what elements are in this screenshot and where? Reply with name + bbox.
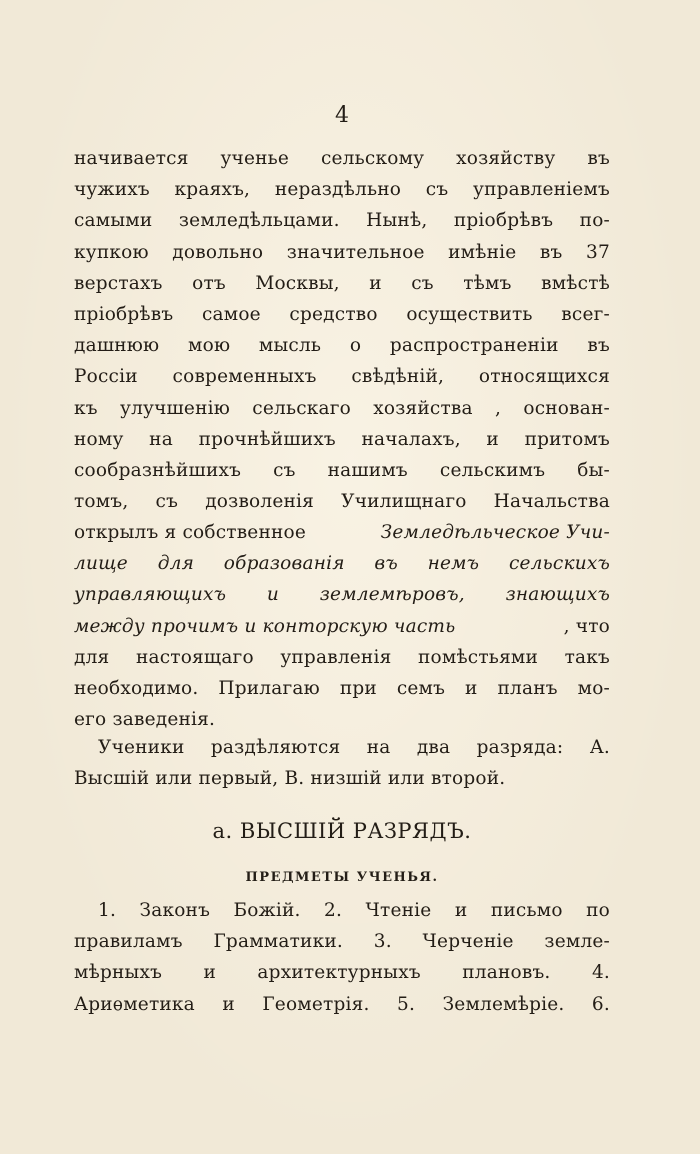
text-line [74,210,610,241]
word: ученье [220,148,290,169]
text-segment-italic: между прочимъ и конторскую часть [74,615,456,637]
text-line [74,335,610,366]
text-line [74,737,610,768]
word: нашимъ [327,459,408,481]
word: самое [201,303,261,325]
word: тѣмъ [463,272,512,294]
text-segment: открылъ я собственное [74,522,306,543]
word: Москвы, [255,272,340,294]
text-line [74,962,610,993]
word: свѣдѣній, [351,366,445,388]
text-line [74,179,610,210]
word: довольно [172,241,264,263]
text-line [74,709,610,740]
word: , [495,397,502,419]
word: съ [425,179,449,201]
text-line [74,242,610,273]
word: вмѣстѣ [541,272,610,294]
word: прочнѣйшихъ [198,428,336,450]
section-heading: а. ВЫСШІЙ РАЗРЯДЪ. [212,819,472,843]
word: дашнюю [74,335,160,357]
word: Училищнаго [341,491,467,513]
word: мысль [258,335,322,357]
word: сельскаго [252,397,352,419]
text-line [74,273,610,304]
word: и [486,428,499,450]
word: начивается [74,148,189,169]
word: 37 [586,241,610,263]
text-line [74,460,610,491]
word: купкою [74,241,149,263]
text-line [74,768,610,799]
word: пріобрѣвъ [74,303,174,325]
word: о [349,335,362,357]
word: хозяйства [373,397,473,419]
word: сообразнѣйшихъ [74,459,242,481]
word: въ [587,335,610,357]
word: улучшенію [119,397,231,419]
word: всег- [561,303,610,325]
word: краяхъ, [174,179,251,201]
word: дозволенія [205,491,315,513]
text-line [74,304,610,335]
text-line [74,616,610,647]
text-line [74,647,610,678]
text-segment-italic: управляющихъ и землемѣровъ, знающихъ [74,584,610,606]
section-subheading: ПРЕДМЕТЫ УЧЕНЬЯ. [245,870,439,885]
text-line [74,584,610,615]
text-line [74,678,610,709]
word: Начальства [493,491,610,513]
word: верстахъ [74,272,163,294]
word: началахъ, [361,428,461,450]
word: и [369,272,382,294]
word: къ [74,397,98,419]
text-line [74,398,610,429]
text-segment-italic: Земледѣльческое Учи- [380,522,610,543]
word: земледѣльцами. [178,210,340,232]
word: бы- [577,459,610,481]
word: пріобрѣвъ [453,210,554,232]
text-segment: Ученики раздѣляются на два разряда: А. [98,737,610,758]
text-segment: Ариѳметика и Геометрія. 5. Землемѣріе. 6. [74,993,610,1015]
text-line [74,900,610,931]
word: распространеніи [389,335,559,357]
word: относящихся [478,366,610,388]
word: имѣніе [448,241,517,263]
word: по- [579,210,610,232]
word: самыми [74,210,153,232]
word: управленіемъ [472,179,610,201]
word: Россіи [74,366,138,388]
page-number: 4 [335,103,349,128]
word: осуществить [406,303,533,325]
word: мою [188,335,231,357]
word: сельскому [320,148,425,169]
text-segment: , что [563,615,610,637]
text-segment: 1. Законъ Божій. 2. Чтеніе и письмо по [98,900,610,921]
word: съ [411,272,434,294]
word: сельскимъ [439,459,546,481]
word: нераздѣльно [274,179,402,201]
word: съ [273,459,296,481]
paragraph-main-continued [74,522,610,740]
word: томъ, [74,491,129,513]
text-line [74,994,610,1025]
paragraph-main [74,148,610,522]
text-line [74,491,610,522]
text-segment: Высшій или первый, В. низшій или второй. [74,768,506,790]
word: притомъ [524,428,610,450]
text-segment: для настоящаго управленія помѣстьями такъ [74,646,610,668]
word: отъ [192,272,226,294]
text-line [74,931,610,962]
text-segment: его заведенія. [74,709,216,731]
word: съ [155,491,179,513]
word: на [149,428,173,450]
paragraph-subjects [74,900,610,1025]
word: въ [539,241,563,263]
paragraph-classes [74,737,610,799]
text-segment-italic: лище для образованія въ немъ сельскихъ [74,553,610,575]
text-line [74,553,610,584]
text-line [74,366,610,397]
word: въ [587,148,610,169]
text-segment: необходимо. Прилагаю при семъ и планъ мо- [74,677,610,699]
text-line [74,148,610,179]
word: ному [74,428,124,450]
word: основан- [523,397,610,419]
word: хозяйству [456,148,556,169]
text-line [74,522,610,553]
word: чужихъ [74,179,150,201]
word: значительное [286,241,425,263]
word: современныхъ [172,366,317,388]
word: средство [289,303,378,325]
text-segment: мѣрныхъ и архитектурныхъ плановъ. 4. [74,962,610,984]
word: Нынѣ, [366,210,428,232]
text-segment: правиламъ Грамматики. 3. Черченіе земле- [74,931,610,953]
text-line [74,429,610,460]
